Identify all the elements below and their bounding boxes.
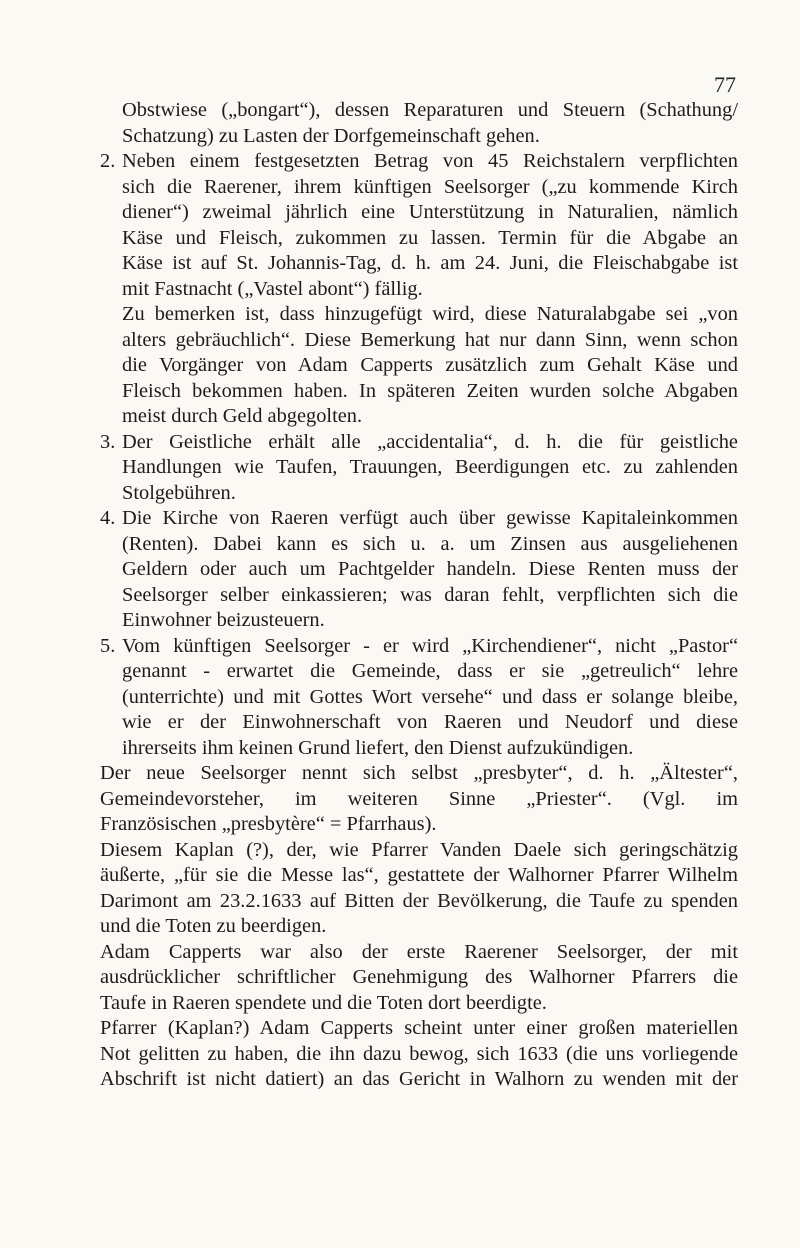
line-text: alters gebräuchlich“. Diese Bemerkung hat nur dann Sinn, wenn schon <box>122 328 738 351</box>
text-line <box>100 608 738 634</box>
text-line <box>100 838 738 864</box>
line-indent <box>100 251 122 277</box>
line-text: meist durch Geld abgegolten. <box>122 405 363 427</box>
line-indent <box>100 98 122 124</box>
line-indent <box>100 175 122 201</box>
line-indent <box>100 710 122 736</box>
text-line <box>100 557 738 583</box>
text-line <box>100 787 738 813</box>
text-line <box>100 1042 738 1068</box>
line-text: Käse und Fleisch, zukommen zu lassen. Termin für die Abgabe an <box>122 226 738 249</box>
line-text: Geldern oder auch um Pachtgelder handeln. Diese Renten muss der <box>122 558 738 580</box>
text-line <box>100 353 738 379</box>
list-item-number: 4. <box>100 507 116 529</box>
line-text: Käse ist auf St. Johannis-Tag, d. h. am 24. Juni, die Fleischabgabe ist <box>122 252 738 274</box>
text-line <box>100 710 738 736</box>
line-text: Adam Capperts war also der erste Raerener Seelsorger, der mit <box>100 940 738 963</box>
text-line <box>100 685 738 711</box>
text-line <box>100 277 738 303</box>
line-text: Seelsorger selber einkassieren; was daran fehlt, verpflichten sich die <box>122 583 738 606</box>
text-line <box>100 430 738 456</box>
line-indent <box>100 481 122 507</box>
text-line <box>100 404 738 430</box>
line-text: Pfarrer (Kaplan?) Adam Capperts scheint unter einer großen materiellen <box>100 1017 738 1039</box>
line-indent <box>100 353 122 379</box>
text-line <box>100 98 738 124</box>
text-line <box>100 659 738 685</box>
line-text: und die Toten zu beerdigen. <box>100 915 327 937</box>
text-line <box>100 965 738 991</box>
line-indent <box>100 659 122 685</box>
text-line <box>100 506 738 532</box>
line-text: Diesem Kaplan (?), der, wie Pfarrer Vanden Daele sich geringschätzig <box>100 838 738 861</box>
text-line <box>100 455 738 481</box>
text-line <box>100 863 738 889</box>
line-text: Obstwiese („bongart“), dessen Reparaturen und Steuern (Schathung/ <box>122 99 738 121</box>
line-indent <box>100 200 122 226</box>
line-text: Stolgebühren. <box>122 481 236 504</box>
line-indent <box>100 736 122 762</box>
list-item-number: 2. <box>100 150 116 172</box>
line-indent <box>100 124 122 150</box>
line-indent <box>100 532 122 558</box>
line-indent <box>100 583 122 609</box>
line-text: Abschrift ist nicht datiert) an das Gericht in Walhorn zu wenden mit der <box>100 1068 738 1090</box>
line-text: Schatzung) zu Lasten der Dorfgemeinschaft gehen. <box>122 124 540 147</box>
line-indent <box>100 685 122 711</box>
line-text: sich die Raerener, ihrem künftigen Seelsorger („zu kommende Kirch <box>122 175 738 198</box>
text-line <box>100 124 738 150</box>
line-text: genannt - erwartet die Gemeinde, dass er sie „getreulich“ lehre <box>122 660 738 682</box>
list-item-number: 3. <box>100 430 116 453</box>
line-indent <box>100 226 122 252</box>
line-text: Französischen „presbytère“ = Pfarrhaus). <box>100 813 437 835</box>
text-line <box>100 379 738 405</box>
line-text: wie er der Einwohnerschaft von Raeren und Neudorf und diese <box>122 711 738 733</box>
line-text: Die Kirche von Raeren verfügt auch über gewisse Kapitaleinkommen <box>122 507 738 529</box>
line-text: Zu bemerken ist, dass hinzugefügt wird, diese Naturalabgabe sei „von <box>122 303 738 325</box>
line-text: mit Fastnacht („Vastel abont“) fällig. <box>122 277 423 300</box>
list-item-number: 5. <box>100 634 116 657</box>
text-line <box>100 302 738 328</box>
line-text: Der neue Seelsorger nennt sich selbst „presbyter“, d. h. „Ältester“, <box>100 762 738 784</box>
line-text: Vom künftigen Seelsorger - er wird „Kirchendiener“, nicht „Pastor“ <box>122 634 738 657</box>
text-line <box>100 149 738 175</box>
line-indent <box>100 379 122 405</box>
text-line <box>100 1016 738 1042</box>
line-text: diener“) zweimal jährlich eine Unterstützung in Naturalien, nämlich <box>122 201 738 223</box>
line-text: Not gelitten zu haben, die ihn dazu bewog, sich 1633 (die uns vorliegende <box>100 1042 738 1065</box>
line-indent <box>100 302 122 328</box>
line-indent <box>100 557 122 583</box>
page-number: 77 <box>714 72 736 97</box>
text-line <box>100 583 738 609</box>
line-text: ihrerseits ihm keinen Grund liefert, den Dienst aufzukündigen. <box>122 736 634 759</box>
line-text: äußerte, „für sie die Messe las“, gestattete der Walhorner Pfarrer Wilhelm <box>100 864 738 886</box>
text-line <box>100 914 738 940</box>
text-line <box>100 761 738 787</box>
line-text: die Vorgänger von Adam Capperts zusätzlich zum Gehalt Käse und <box>122 354 738 376</box>
line-indent <box>100 404 122 430</box>
text-line <box>100 532 738 558</box>
line-text: Darimont am 23.2.1633 auf Bitten der Bevölkerung, die Taufe zu spenden <box>100 889 738 912</box>
text-line <box>100 736 738 762</box>
line-indent <box>100 608 122 634</box>
line-text: (Renten). Dabei kann es sich u. a. um Zinsen aus ausgeliehenen <box>122 532 738 555</box>
page-body-text <box>100 98 738 1093</box>
line-indent <box>100 455 122 481</box>
text-line <box>100 328 738 354</box>
line-text: Handlungen wie Taufen, Trauungen, Beerdigungen etc. zu zahlenden <box>122 456 738 478</box>
text-line <box>100 634 738 660</box>
line-text: (unterrichte) und mit Gottes Wort versehe“ und dass er solange bleibe, <box>122 685 738 708</box>
text-line <box>100 940 738 966</box>
text-line <box>100 251 738 277</box>
line-text: Einwohner beizusteuern. <box>122 609 325 631</box>
text-line <box>100 1067 738 1093</box>
line-indent <box>100 277 122 303</box>
line-text: Fleisch bekommen haben. In späteren Zeiten wurden solche Abgaben <box>122 379 738 402</box>
text-line <box>100 200 738 226</box>
line-text: Neben einem festgesetzten Betrag von 45 Reichstalern verpflichten <box>122 150 738 172</box>
line-text: Gemeindevorsteher, im weiteren Sinne „Priester“. (Vgl. im <box>100 787 738 810</box>
text-line <box>100 812 738 838</box>
line-text: Taufe in Raeren spendete und die Toten dort beerdigte. <box>100 991 547 1014</box>
text-line <box>100 991 738 1017</box>
text-line <box>100 226 738 252</box>
line-indent <box>100 328 122 354</box>
line-text: ausdrücklicher schriftlicher Genehmigung des Walhorner Pfarrers die <box>100 966 738 988</box>
line-text: Der Geistliche erhält alle „accidentalia“, d. h. die für geistliche <box>122 430 738 453</box>
text-line <box>100 889 738 915</box>
text-line <box>100 175 738 201</box>
text-line <box>100 481 738 507</box>
